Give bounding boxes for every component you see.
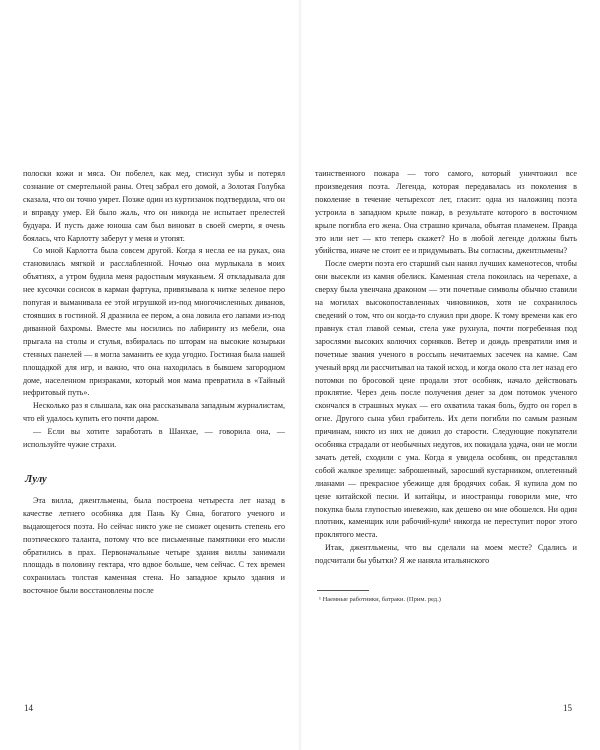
paragraph: таинственного пожара — того самого, который уничтожил все произведения поэта. Легенда, которая передавалась из поколения в поколение в течение четырехсот лет, гласит: одна из наложниц поэта устроила в западном крыле пожар, в результате которого в восточном крыле погибла его жена. Она страшно кричала, объятая пламенем. Правда это или нет — кто теперь скажет? Но в любой легенде должны быть убийства, иначе не стоит ее и придумывать. Вы согласны, джентльмены? xyxy=(315,169,577,256)
paragraph: Итак, джентльмены, что вы сделали на моем месте? Сдались и подсчитали бы убытки? Я же наняла итальянского xyxy=(315,543,577,566)
footnote-rule xyxy=(317,590,369,591)
page-number-right: 15 xyxy=(563,703,572,713)
footnote: ¹ Наемные работники, батраки. (Прим. ред.) xyxy=(319,596,441,604)
right-page xyxy=(315,168,577,604)
paragraph: После смерти поэта его старший сын нанял лучших каменотесов, чтобы они высекли из камня обелиск. Каменная стела покоилась на черепахе, а сверху была увенчана драконом — эти почетные символы обычно ставили на могилах высокопоставленных чиновников, хотя не сохранилось сведений о том, что он когда-то служил при дворе. К тому времени как его правнук стал главой семьи, стела уже рухнула, почти погребенная под зарослями высоких колючих сорняков. Ветер и дождь превратили имя и почетные звания ученого в россыпь нечитаемых засечек на камне. Сам ученый вряд ли рассчитывал на такой исход, и когда около ста лет назад его потомки по бросовой цене продали этот особняк, начало действовать проклятие. Через день после получения денег за дом потомок ученого скончался в страшных муках — его охватила такая боль, будто он горел в огне. Другого сына убил грабитель. Их дети погибли по самым разным причинам, никто из них не дожил до старости. Следующие покупатели особняка страдали от необычных недугов, их покидала удача, они не могли зачать детей, сходили с ума. Когда я увидела особняк, он представлял собой жалкое зрелище: заброшенный, заросший кустарником, оплетенный лианами — прекрасное убежище для бродячих собак. Я купила дом по цене китайской песни. И китайцы, и иностранцы говорили мне, что покупка была глупостью иневежно, как дешево он мне обошелся. Ни один плотник, каменщик или рабочий-кули¹ никогда не переступит порог этого проклятого места. xyxy=(315,259,577,540)
paragraph: Со мной Карлотта была совсем другой. Когда я несла ее на руках, она становилась мягкой и расслабленной. Ночью она мурлыкала в моих объятиях, а утром будила меня радостным мяуканьем. Я откладывала для нее кусочки сосисок в карман фартука, привязывала к нитке зеленое перо попугая и выманивала ее этой игрушкой из-под многочисленных диванов, стоявших в гостиной. Я дразнила ее пером, а она ловила его лапами из-под диванной бахромы. Вместе мы носились по лабиринту из мебели, она прыгала на столы и стулья, взбиралась по шторам на высокие козырьки стенных панелей — я могла заманить ее куда угодно. Гостиная была нашей площадкой для игр, и важно, что она находилась в бывшем загородном доме, населенном призраками, который моя мама превратила в «Тайный нефритовый путь». xyxy=(23,246,285,398)
left-page xyxy=(23,168,285,598)
page-number-left: 14 xyxy=(24,703,33,713)
book-gutter xyxy=(298,0,302,750)
paragraph: полоски кожи и мяса. Он побелел, как мед, стиснул зубы и потерял сознание от смертельной раны. Отец забрал его домой, а Золотая Голубка сказала, что он точно умрет. Позже один из куртизанок подтвердила, что он и вправду умер. Ей было жаль, что он никогда не испытает прелестей будуара. И пусть даже юноша сам был виноват в своей смерти, я очень боялась, что Карлотту заберут у меня и утопят. xyxy=(23,169,285,243)
paragraph: Эта вилла, джентльмены, была построена четыреста лет назад в качестве летнего особняка для Пань Ку Сяна, богатого ученого и выдающегося поэта. Но сейчас никто уже не сможет оценить степень его поэтического таланта, потому что все письменные памятники его мысли обратились в прах. Первоначальные четыре здания виллы занимали площадь в половину гектара, что вдвое больше, чем сейчас. С тех времен сохранилась толстая каменная стена. Но западное крыло здания и восточное были восстановлены после xyxy=(23,495,285,596)
paragraph: — Если вы хотите заработать в Шанхае, — говорила она, — используйте чужие страхи. xyxy=(23,427,285,450)
paragraph: Несколько раз я слышала, как она рассказывала западным журналистам, что ей удалось купить его почти даром. xyxy=(23,401,285,424)
section-heading: Лулу xyxy=(25,473,47,485)
